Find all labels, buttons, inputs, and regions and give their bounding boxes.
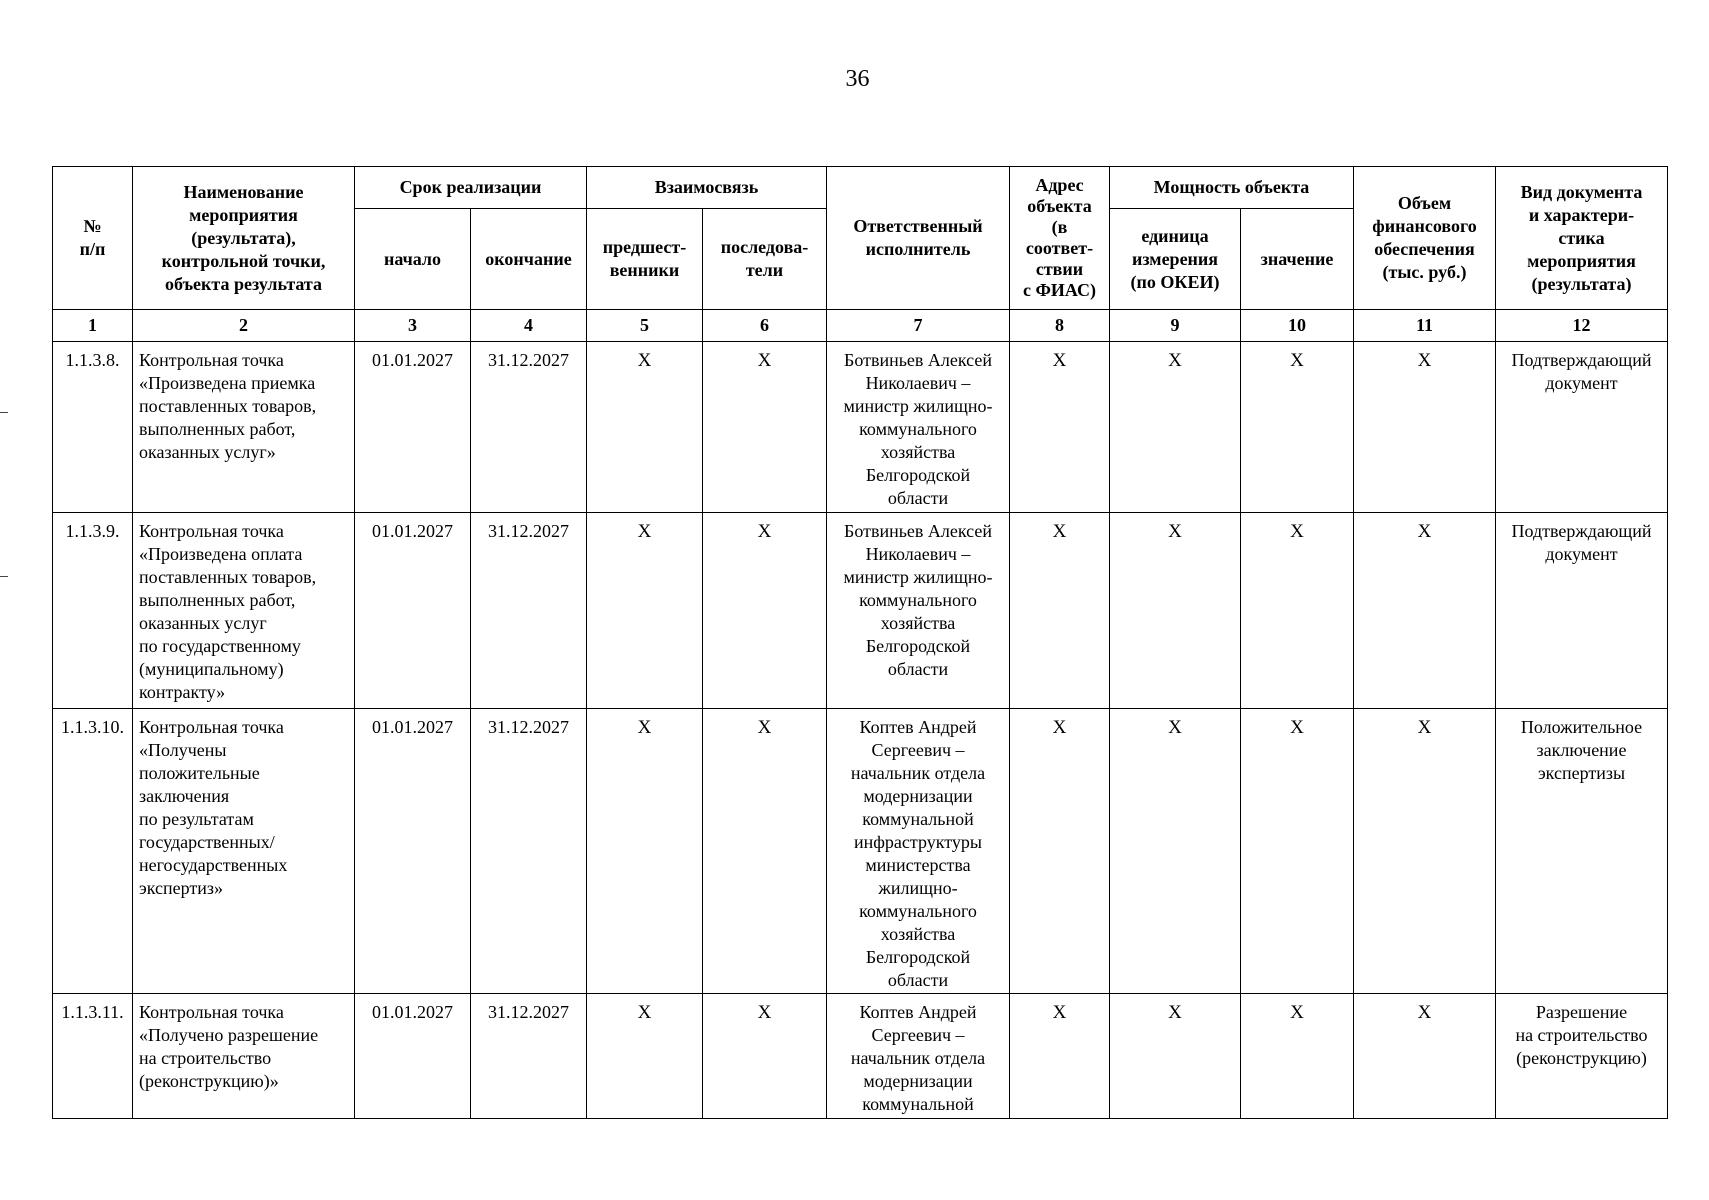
row-number: 1.1.3.11.	[53, 994, 133, 1119]
header-period: Срок реализации	[355, 167, 587, 209]
header-num: № п/п	[53, 167, 133, 310]
row-doc-type: Разрешение на строительство (реконструкцию)	[1496, 994, 1668, 1119]
row-number: 1.1.3.9.	[53, 513, 133, 709]
row-unit: X	[1110, 994, 1241, 1119]
header-responsible: Ответственный исполнитель	[827, 167, 1010, 310]
header-address: Адрес объекта (в соответ- ствии с ФИАС)	[1010, 167, 1110, 310]
row-finance: X	[1354, 513, 1496, 709]
scan-edge-mark	[0, 576, 8, 577]
row-responsible: Ботвиньев Алексей Николаевич – министр жилищно- коммунального хозяйства Белгородской области	[827, 513, 1010, 709]
row-unit: X	[1110, 513, 1241, 709]
column-number: 1	[53, 310, 133, 342]
row-start-date: 01.01.2027	[355, 994, 471, 1119]
header-predecessors: предшест- венники	[587, 209, 703, 310]
row-number: 1.1.3.8.	[53, 342, 133, 513]
row-doc-type: Подтверждающий документ	[1496, 342, 1668, 513]
row-predecessors: X	[587, 342, 703, 513]
scan-edge-mark	[0, 412, 8, 413]
plan-table	[52, 166, 1668, 1119]
row-number: 1.1.3.10.	[53, 709, 133, 994]
table-row	[53, 994, 1668, 1119]
column-number: 5	[587, 310, 703, 342]
row-unit: X	[1110, 709, 1241, 994]
column-number: 10	[1241, 310, 1354, 342]
column-number-row	[53, 310, 1668, 342]
header-start: начало	[355, 209, 471, 310]
column-number: 9	[1110, 310, 1241, 342]
column-number: 2	[133, 310, 355, 342]
column-number: 8	[1010, 310, 1110, 342]
row-predecessors: X	[587, 709, 703, 994]
page-number: 36	[845, 66, 870, 92]
row-end-date: 31.12.2027	[471, 342, 587, 513]
row-address: X	[1010, 513, 1110, 709]
row-start-date: 01.01.2027	[355, 342, 471, 513]
row-successors: X	[703, 709, 827, 994]
row-predecessors: X	[587, 994, 703, 1119]
row-name: Контрольная точка «Получены положительные заключения по результатам государственных/ негосударственных экспертиз»	[133, 709, 355, 994]
row-successors: X	[703, 994, 827, 1119]
row-responsible: Коптев Андрей Сергеевич – начальник отдела модернизации коммунальной	[827, 994, 1010, 1119]
row-value: X	[1241, 342, 1354, 513]
header-name: Наименование мероприятия (результата), контрольной точки, объекта результата	[133, 167, 355, 310]
row-end-date: 31.12.2027	[471, 994, 587, 1119]
row-name: Контрольная точка «Произведена приемка поставленных товаров, выполненных работ, оказанных услуг»	[133, 342, 355, 513]
column-number: 11	[1354, 310, 1496, 342]
row-name: Контрольная точка «Произведена оплата поставленных товаров, выполненных работ, оказанных услуг по государственному (муниципальному) контракту»	[133, 513, 355, 709]
plan-table-container	[52, 166, 1668, 1119]
header-doc-type: Вид документа и характери- стика мероприятия (результата)	[1496, 167, 1668, 310]
row-end-date: 31.12.2027	[471, 513, 587, 709]
column-number: 3	[355, 310, 471, 342]
header-end: окончание	[471, 209, 587, 310]
row-successors: X	[703, 513, 827, 709]
row-finance: X	[1354, 342, 1496, 513]
row-value: X	[1241, 994, 1354, 1119]
header-unit: единица измерения (по ОКЕИ)	[1110, 209, 1241, 310]
row-unit: X	[1110, 342, 1241, 513]
column-number: 7	[827, 310, 1010, 342]
row-successors: X	[703, 342, 827, 513]
row-start-date: 01.01.2027	[355, 709, 471, 994]
row-responsible: Коптев Андрей Сергеевич – начальник отдела модернизации коммунальной инфраструктуры министерства жилищно- коммунального хозяйства Белгородской области	[827, 709, 1010, 994]
table-row	[53, 513, 1668, 709]
row-finance: X	[1354, 709, 1496, 994]
header-relation: Взаимосвязь	[587, 167, 827, 209]
row-name: Контрольная точка «Получено разрешение на строительство (реконструкцию)»	[133, 994, 355, 1119]
column-number: 4	[471, 310, 587, 342]
row-start-date: 01.01.2027	[355, 513, 471, 709]
table-row	[53, 709, 1668, 994]
row-finance: X	[1354, 994, 1496, 1119]
row-doc-type: Подтверждающий документ	[1496, 513, 1668, 709]
row-value: X	[1241, 709, 1354, 994]
row-address: X	[1010, 709, 1110, 994]
header-successors: последова- тели	[703, 209, 827, 310]
row-doc-type: Положительное заключение экспертизы	[1496, 709, 1668, 994]
column-number: 6	[703, 310, 827, 342]
header-value: значение	[1241, 209, 1354, 310]
row-value: X	[1241, 513, 1354, 709]
row-address: X	[1010, 994, 1110, 1119]
table-row	[53, 342, 1668, 513]
row-end-date: 31.12.2027	[471, 709, 587, 994]
row-predecessors: X	[587, 513, 703, 709]
row-address: X	[1010, 342, 1110, 513]
header-finance: Объем финансового обеспечения (тыс. руб.)	[1354, 167, 1496, 310]
header-capacity: Мощность объекта	[1110, 167, 1354, 209]
row-responsible: Ботвиньев Алексей Николаевич – министр жилищно- коммунального хозяйства Белгородской области	[827, 342, 1010, 513]
column-number: 12	[1496, 310, 1668, 342]
